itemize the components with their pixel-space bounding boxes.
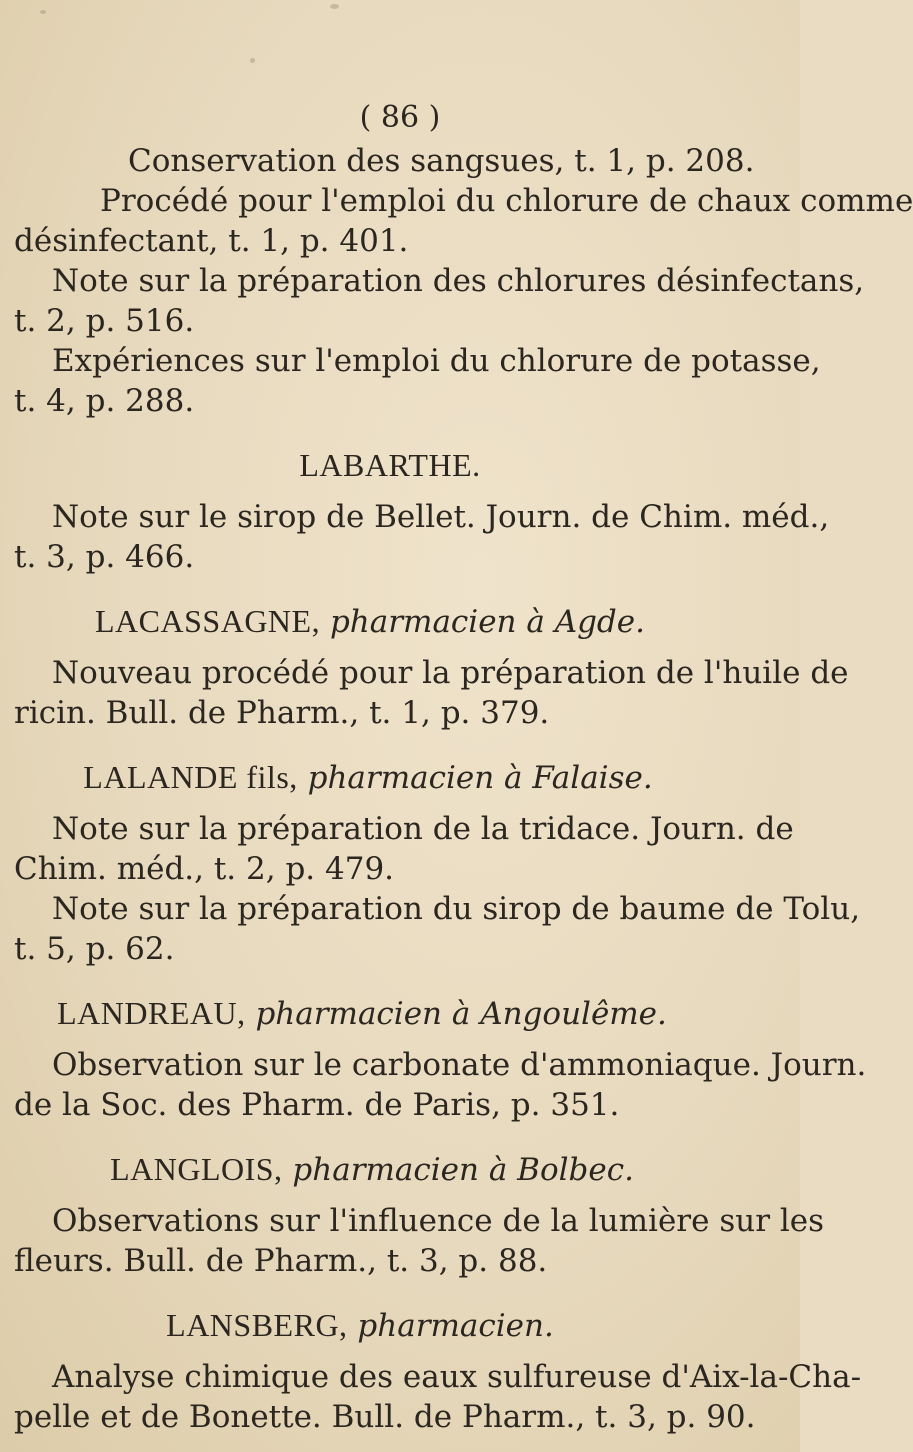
text-line: fleurs. Bull. de Pharm., t. 3, p. 88. [14, 1243, 548, 1279]
text-line: t. 2, p. 516. [14, 303, 195, 339]
text-line: Note sur la préparation du sirop de baume de Tolu, [52, 891, 861, 927]
text-line: Nouveau procédé pour la préparation de l'huile de [52, 655, 849, 691]
text-line: Note sur la préparation des chlorures désinfectans, [52, 263, 865, 299]
author-description: pharmacien à Angoulême. [255, 996, 667, 1032]
author-name: LALANDE fils, [83, 759, 298, 795]
author-description: pharmacien à Agde. [329, 604, 645, 640]
author-heading [0, 603, 770, 640]
text-line: Conservation des sangsues, t. 1, p. 208. [128, 143, 755, 179]
paper-speck [40, 10, 46, 14]
author-name: LANSBERG, [166, 1307, 348, 1343]
text-line: Procédé pour l'emploi du chlorure de chaux comme [100, 183, 913, 219]
text-line: Observations sur l'influence de la lumière sur les [52, 1203, 825, 1239]
text-line: Expériences sur l'emploi du chlorure de potasse, [52, 343, 821, 379]
text-line: t. 4, p. 288. [14, 383, 195, 419]
author-description: pharmacien à Bolbec. [292, 1152, 634, 1188]
text-line: Analyse chimique des eaux sulfureuse d'Aix-la-Cha- [52, 1359, 862, 1395]
paper-speck [330, 4, 339, 9]
page-number: ( 86 ) [359, 100, 441, 135]
text-line: Note sur la préparation de la tridace. Journ. de [52, 811, 794, 847]
text-line: ricin. Bull. de Pharm., t. 1, p. 379. [14, 695, 550, 731]
author-name: LANDREAU, [57, 995, 246, 1031]
author-heading [0, 447, 790, 484]
text-line: pelle et de Bonette. Bull. de Pharm., t. 3, p. 90. [14, 1399, 756, 1435]
author-description: pharmacien à Falaise. [307, 760, 653, 796]
text-line: Chim. méd., t. 2, p. 479. [14, 851, 395, 887]
text-line: Observation sur le carbonate d'ammoniaque. Journ. [52, 1047, 867, 1083]
author-description: pharmacien. [357, 1308, 554, 1344]
text-line: t. 3, p. 466. [14, 539, 195, 575]
author-heading [0, 1307, 760, 1344]
author-name: LABARTHE. [299, 447, 481, 483]
text-line: t. 5, p. 62. [14, 931, 175, 967]
author-heading [0, 995, 762, 1032]
text-line: de la Soc. des Pharm. de Paris, p. 351. [14, 1087, 620, 1123]
text-line: désinfectant, t. 1, p. 401. [14, 223, 409, 259]
author-name: LACASSAGNE, [95, 603, 321, 639]
author-heading [0, 1151, 772, 1188]
author-name: LANGLOIS, [110, 1151, 283, 1187]
text-line: Note sur le sirop de Bellet. Journ. de Chim. méd., [52, 499, 830, 535]
paper-speck [250, 58, 255, 63]
author-heading [0, 759, 768, 796]
